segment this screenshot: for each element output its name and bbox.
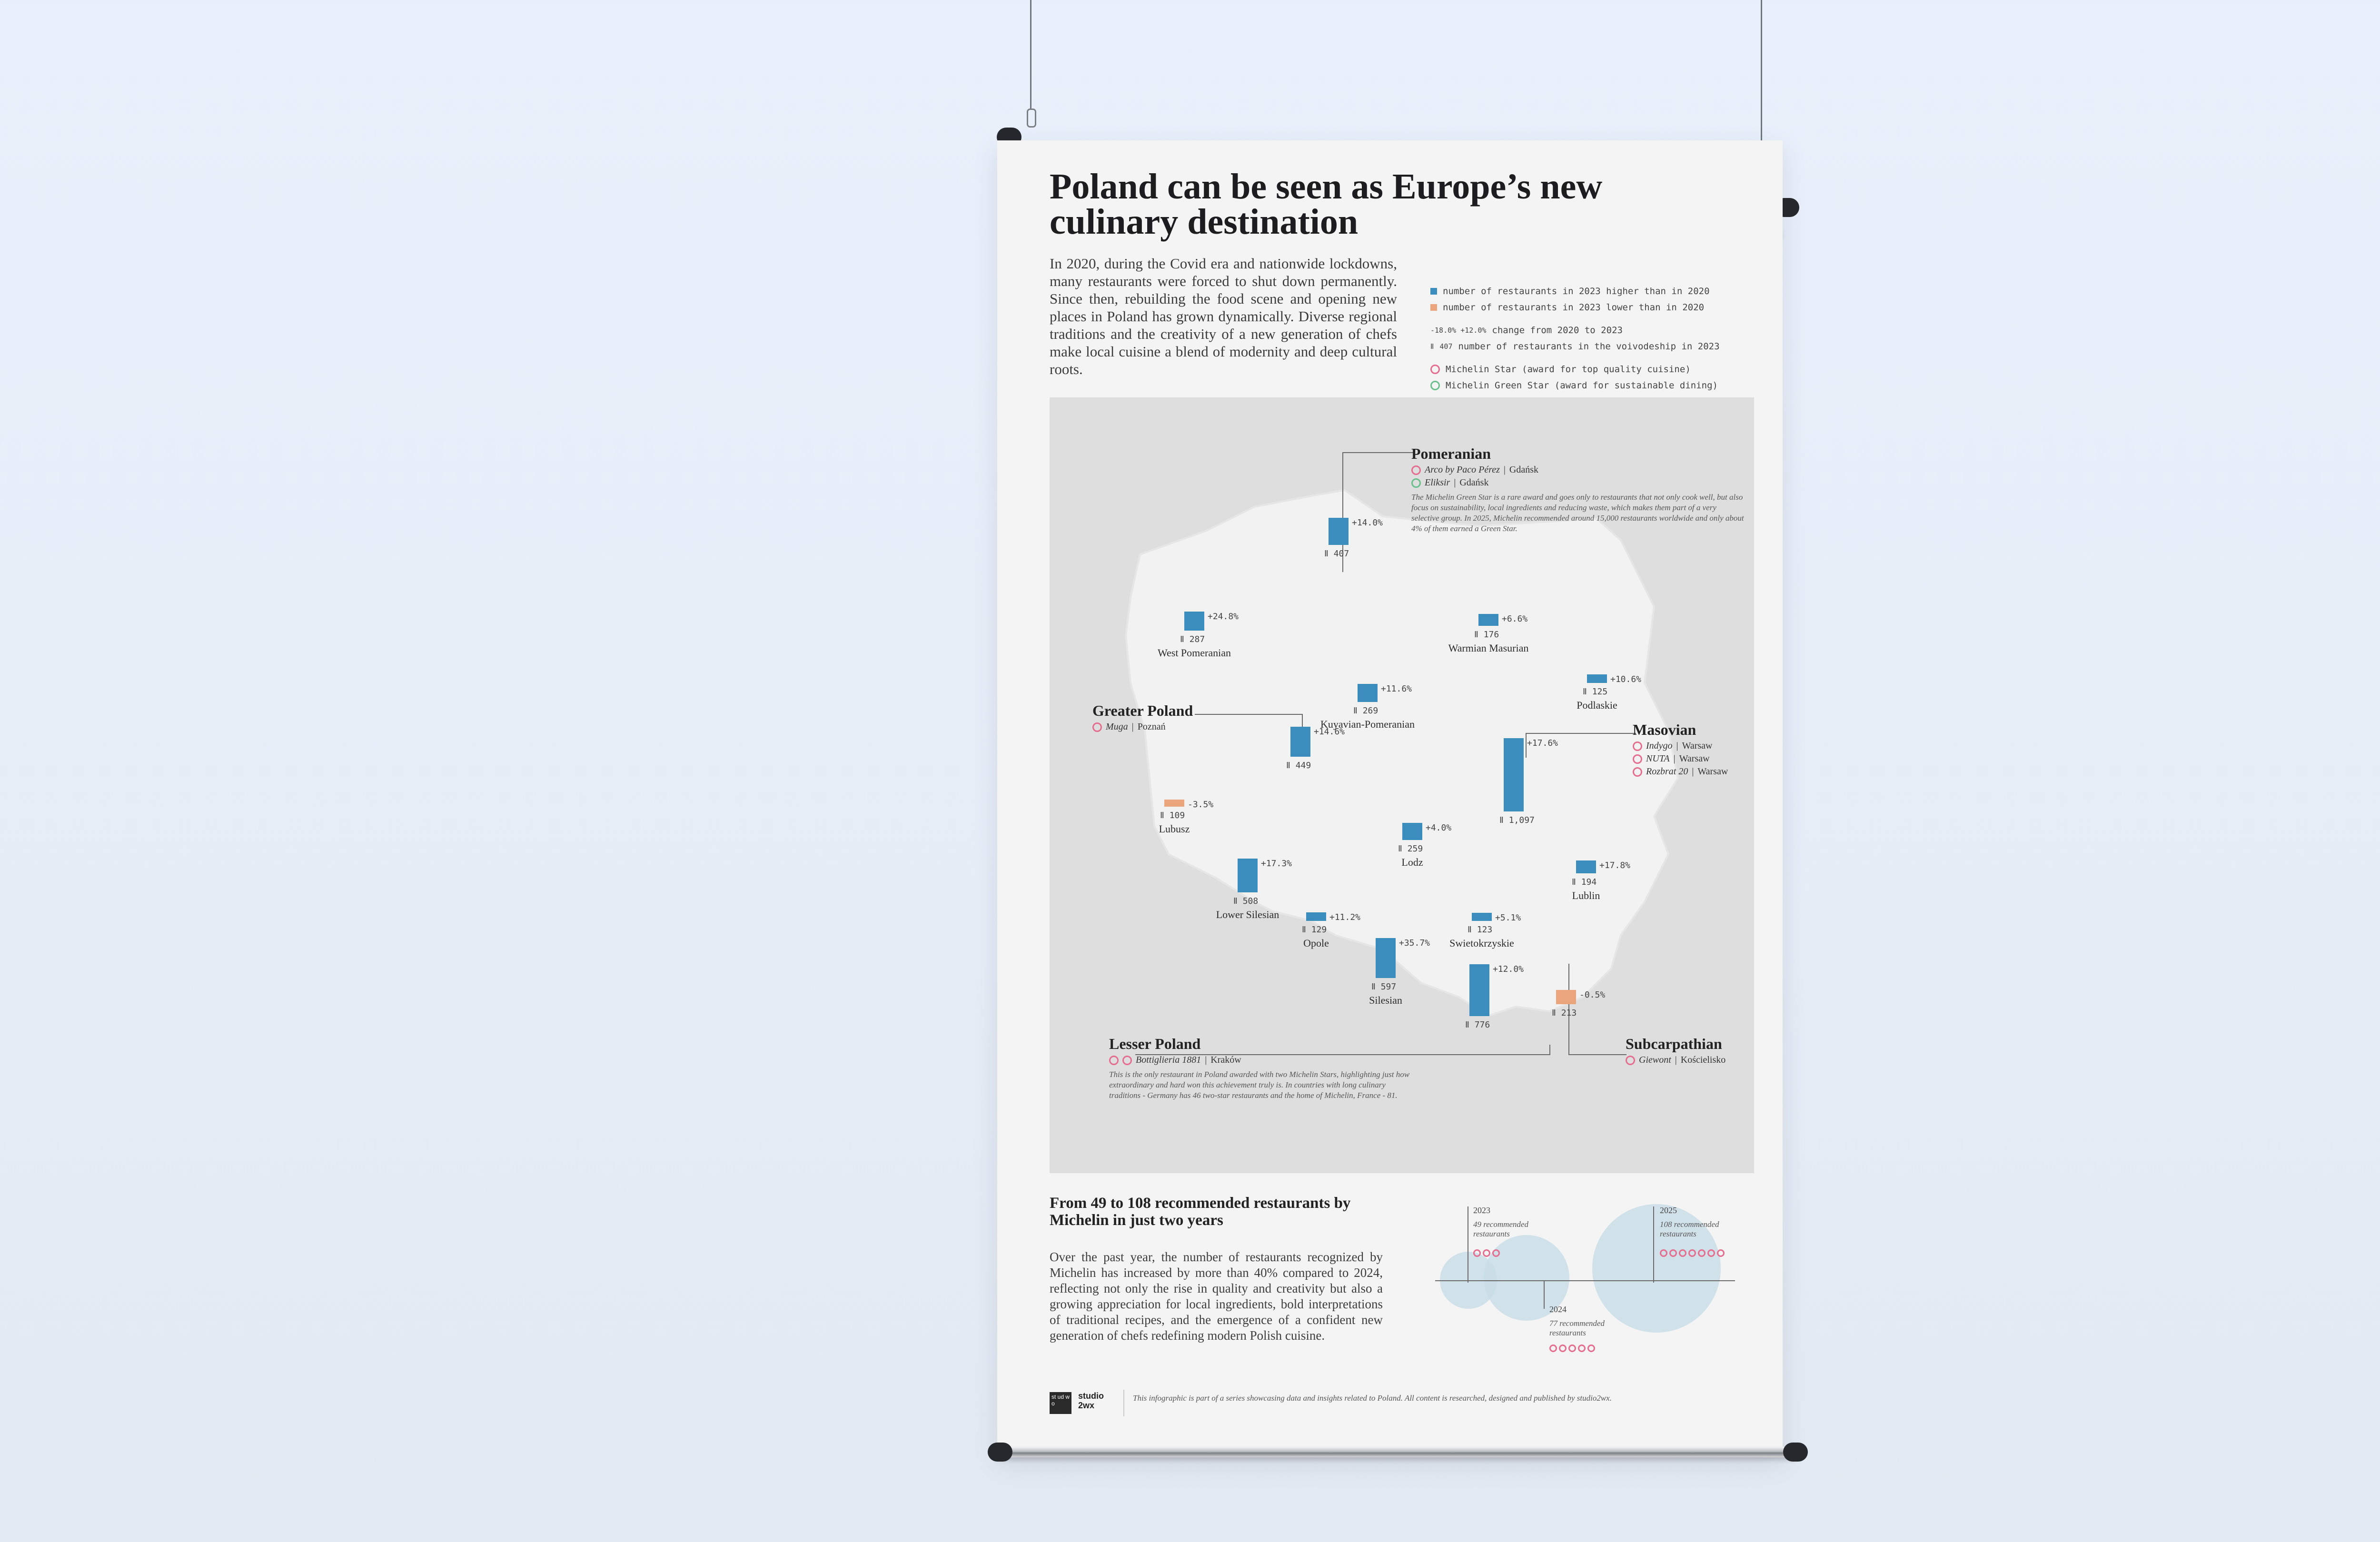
timeline-tick-2024 xyxy=(1544,1280,1545,1309)
region-label: Lodz xyxy=(1401,856,1423,868)
bar-podlaskie xyxy=(1587,674,1607,683)
count-label: Ⅱ 449 xyxy=(1286,761,1311,771)
footer-divider xyxy=(1123,1390,1124,1416)
michelin-star-icon xyxy=(1109,1056,1119,1065)
bar-lubusz xyxy=(1164,800,1184,807)
legend-michelin: Michelin Star (award for top quality cuisine) xyxy=(1430,361,1764,377)
timeline-text: 77 recommended restaurants xyxy=(1549,1319,1605,1337)
poster-title: Poland can be seen as Europe’s new culinary destination xyxy=(1050,167,1603,242)
legend-lower: number of restaurants in 2023 lower than in 2020 xyxy=(1430,299,1764,316)
bottom-title: From 49 to 108 recommended restaurants by Michelin in just two years xyxy=(1050,1195,1351,1229)
region-label: Warmian Masurian xyxy=(1448,642,1529,654)
callout-lesser-poland xyxy=(1109,1035,1414,1101)
bottom-rod xyxy=(995,1447,1799,1457)
michelin-star-icon xyxy=(1633,741,1642,751)
timeline-text: 49 recommended restaurants xyxy=(1473,1220,1528,1238)
higher-swatch xyxy=(1430,288,1437,295)
count-label: Ⅱ 407 xyxy=(1324,549,1349,559)
callout-subcarpathian xyxy=(1626,1035,1754,1066)
region-label: West Pomeranian xyxy=(1157,647,1231,659)
michelin-star-icon xyxy=(1092,722,1102,732)
callout-pomeranian xyxy=(1411,445,1745,534)
bar-lublin xyxy=(1576,860,1596,873)
restaurant-item: NUTA | Warsaw xyxy=(1633,753,1756,764)
legend xyxy=(1430,283,1764,394)
michelin-star-icon xyxy=(1492,1249,1500,1257)
michelin-star-icon xyxy=(1587,1344,1595,1352)
restaurant-item: Muga | Poznań xyxy=(1092,722,1235,732)
bar-lodz xyxy=(1402,823,1422,840)
region-label: Podlaskie xyxy=(1577,699,1617,711)
change-label: -0.5% xyxy=(1579,990,1606,1000)
count-label: Ⅱ 129 xyxy=(1302,925,1327,935)
leader-subcarpathian xyxy=(1568,964,1626,1055)
michelin-star-icon xyxy=(1473,1249,1481,1257)
region-label: Lower Silesian xyxy=(1216,909,1279,920)
region-label: Opole xyxy=(1303,937,1329,949)
callout-greater-poland xyxy=(1092,702,1235,732)
count-label: Ⅱ 123 xyxy=(1468,925,1493,935)
bar-greater-poland xyxy=(1290,727,1310,757)
michelin-star-icon xyxy=(1559,1344,1567,1352)
green-star-icon xyxy=(1411,478,1421,488)
callout-name: Pomeranian xyxy=(1411,445,1491,462)
callout-name: Lesser Poland xyxy=(1109,1035,1201,1052)
region-label: Silesian xyxy=(1369,994,1402,1006)
change-label: +12.0% xyxy=(1493,964,1524,974)
michelin-star-icon xyxy=(1698,1249,1706,1257)
bottom-rod-cap-right xyxy=(1783,1443,1808,1462)
studio-logo: st ud wo xyxy=(1050,1392,1071,1414)
bottom-body: Over the past year, the number of restaurants recognized by Michelin has increased by more than 40% compared to 2024, reflecting not only the rise in quality and creativity but also a growing appreciation for local ingredients, bold interpretations of traditional recipes, and the emergence of a confident new generation of chefs redefining modern Polish cuisine. xyxy=(1050,1250,1383,1343)
michelin-star-icon xyxy=(1568,1344,1576,1352)
timeline-axis xyxy=(1435,1280,1735,1281)
count-label: Ⅱ 269 xyxy=(1353,706,1378,716)
legend-green: Michelin Green Star (award for sustainable dining) xyxy=(1430,377,1764,394)
callout-name: Greater Poland xyxy=(1092,702,1193,719)
footer-note: This infographic is part of a series showcasing data and insights related to Poland. All content is researched, designed and published by studio2wx. xyxy=(1133,1394,1612,1403)
michelin-star-icon xyxy=(1679,1249,1686,1257)
timeline-text: 108 recommended restaurants xyxy=(1660,1220,1719,1238)
legend-change: -18.0% +12.0% change from 2020 to 2023 xyxy=(1430,325,1623,336)
restaurant-item: Eliksir | Gdańsk xyxy=(1411,477,1745,488)
michelin-star-icon xyxy=(1483,1249,1490,1257)
michelin-star-icon xyxy=(1578,1344,1586,1352)
count-label: Ⅱ 194 xyxy=(1572,877,1597,887)
restaurant-item: Rozbrat 20 | Warsaw xyxy=(1633,766,1756,777)
bar-masovian xyxy=(1504,738,1524,811)
change-label: +17.3% xyxy=(1261,859,1292,869)
count-label: Ⅱ 176 xyxy=(1474,630,1499,640)
bar-pomeranian xyxy=(1329,518,1349,545)
stars-2023 xyxy=(1473,1249,1500,1257)
change-label: +35.7% xyxy=(1399,938,1430,948)
count-label: Ⅱ 508 xyxy=(1233,896,1259,906)
map-panel xyxy=(1050,397,1754,1173)
bar-lesser-poland xyxy=(1469,964,1489,1016)
region-label: Kuyavian-Pomeranian xyxy=(1320,718,1415,730)
change-label: +6.6% xyxy=(1502,614,1528,624)
restaurant-item: Giewont | Kościelisko xyxy=(1626,1055,1754,1066)
change-label: +14.6% xyxy=(1314,727,1345,737)
count-label: Ⅱ 259 xyxy=(1398,844,1423,854)
count-label: Ⅱ 109 xyxy=(1160,811,1185,820)
bar-silesian xyxy=(1376,938,1396,978)
michelin-star-icon xyxy=(1122,1056,1132,1065)
change-label: +17.6% xyxy=(1527,738,1558,748)
bar-subcarpathian xyxy=(1556,990,1576,1004)
timeline-year: 2025 xyxy=(1660,1206,1677,1215)
leader-pomeranian xyxy=(1342,452,1415,572)
callout-masovian xyxy=(1633,721,1756,777)
change-label: +17.8% xyxy=(1599,860,1631,870)
michelin-star-icon xyxy=(1633,754,1642,764)
count-label: Ⅱ 213 xyxy=(1552,1008,1577,1018)
green-star-icon xyxy=(1430,381,1440,390)
callout-note: The Michelin Green Star is a rare award and goes only to restaurants that not only cook well, but also focus on sustainability, local ingredients and reducing waste, which makes them part of a very selective group. In 2025, Michelin recommended around 15,000 restaurants worldwide and only about 4% of them earned a Green Star. xyxy=(1411,493,1744,533)
bar-west-pomeranian xyxy=(1184,612,1204,631)
change-label: +11.6% xyxy=(1381,684,1412,694)
michelin-star-icon xyxy=(1717,1249,1725,1257)
bar-swietokrzyskie xyxy=(1472,913,1492,921)
michelin-star-icon xyxy=(1411,465,1421,475)
change-label: -3.5% xyxy=(1188,800,1214,810)
restaurant-item: Indygo | Warsaw xyxy=(1633,741,1756,751)
poster xyxy=(997,140,1783,1454)
michelin-star-icon xyxy=(1660,1249,1667,1257)
bar-lower-silesian xyxy=(1238,859,1258,892)
bottom-rod-cap-left xyxy=(988,1443,1012,1462)
change-label: +11.2% xyxy=(1329,912,1361,922)
bar-warmian-masurian xyxy=(1478,614,1498,626)
stars-2024 xyxy=(1549,1344,1595,1352)
count-label: Ⅱ 125 xyxy=(1583,687,1608,697)
brand-name: studio 2wx xyxy=(1078,1391,1104,1410)
michelin-star-icon xyxy=(1669,1249,1677,1257)
count-label: Ⅱ 287 xyxy=(1180,634,1205,644)
hanging-wire-left xyxy=(1030,0,1031,109)
legend-count: Ⅱ 407 number of restaurants in the voivodeship in 2023 xyxy=(1430,341,1720,352)
restaurant-item: Arco by Paco Pérez | Gdańsk xyxy=(1411,465,1745,475)
stars-2025 xyxy=(1660,1249,1725,1257)
intro-paragraph: In 2020, during the Covid era and nationwide lockdowns, many restaurants were forced to shut down permanently. Since then, rebuilding the food scene and opening new places in Poland has grown dynamically. Diverse regional traditions and the creativity of a new generation of chefs make local cuisine a blend of modernity and deep cultural roots. xyxy=(1050,255,1397,377)
count-label: Ⅱ 776 xyxy=(1465,1020,1490,1030)
callout-note: This is the only restaurant in Poland awarded with two Michelin Stars, highlighting just how extraordinary and hard won this achievement truly is. In countries with long culinary traditions - Germany has 46 two-star restaurants and the home of Michelin, France - 81. xyxy=(1109,1070,1410,1100)
timeline-year: 2023 xyxy=(1473,1206,1490,1215)
michelin-star-icon xyxy=(1549,1344,1557,1352)
bar-opole xyxy=(1306,912,1326,921)
michelin-star-icon xyxy=(1430,365,1440,374)
fork-knife-icon: Ⅱ xyxy=(1430,342,1434,351)
callout-name: Masovian xyxy=(1633,721,1696,738)
region-label: Swietokrzyskie xyxy=(1449,937,1514,949)
timeline-tick-2025 xyxy=(1653,1206,1654,1283)
change-label: +14.0% xyxy=(1352,518,1383,528)
callout-name: Subcarpathian xyxy=(1626,1035,1722,1052)
hook-left xyxy=(1027,109,1036,128)
change-label: +24.8% xyxy=(1208,612,1239,622)
michelin-star-icon xyxy=(1707,1249,1715,1257)
michelin-star-icon xyxy=(1626,1056,1635,1065)
region-label: Lublin xyxy=(1572,890,1600,901)
legend-higher: number of restaurants in 2023 higher than in 2020 xyxy=(1430,283,1764,299)
michelin-star-icon xyxy=(1633,767,1642,777)
bar-kuyavian-pomeranian xyxy=(1358,684,1378,702)
restaurant-item: Bottiglieria 1881 | Kraków xyxy=(1109,1055,1414,1066)
change-label: +10.6% xyxy=(1610,674,1642,684)
michelin-star-icon xyxy=(1688,1249,1696,1257)
region-label: Lubusz xyxy=(1159,823,1190,835)
count-label: Ⅱ 597 xyxy=(1371,982,1397,992)
change-label: +5.1% xyxy=(1495,913,1521,923)
timeline-year: 2024 xyxy=(1549,1305,1567,1314)
count-label: Ⅱ 1,097 xyxy=(1499,815,1535,825)
change-label: +4.0% xyxy=(1426,823,1452,833)
lower-swatch xyxy=(1430,304,1437,311)
